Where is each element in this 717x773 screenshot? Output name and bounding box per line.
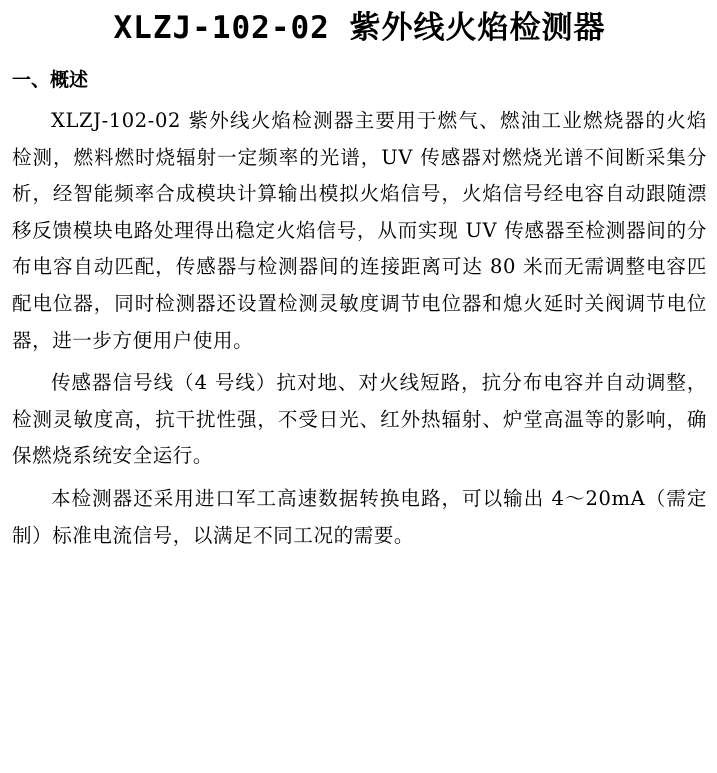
paragraph-current-output: 本检测器还采用进口军工高速数据转换电路，可以输出 4～20mA（需定制）标准电流信号，以满足不同工况的需要。 bbox=[12, 486, 707, 547]
section-heading-overview: 一、概述 bbox=[12, 69, 89, 91]
paragraph-signal-line: 传感器信号线（4 号线）抗对地、对火线短路，抗分布电容并自动调整，检测灵敏度高，抗干扰性强，不受日光、红外热辐射、炉堂高温等的影响，确保燃烧系统安全运行。 bbox=[12, 371, 707, 468]
paragraph-description: XLZJ-102-02 紫外线火焰检测器主要用于燃气、燃油工业燃烧器的火焰检测，燃料燃时烧辐射一定频率的光谱，UV 传感器对燃烧光谱不间断采集分析，经智能频率合成模块计算输出模拟火焰信号，火焰信号经电容自动跟随漂移反馈模块电路处理得出稳定火焰信号，从而实现 UV 传感器至检测器间的分布电容自动匹配，传感器与检测器间的连接距离可达 80 米而无需调整电容匹配电位器，同时检测器还设置检测灵敏度调节电位器和熄火延时关阀调节电位器，进一步方便用户使用。 bbox=[12, 109, 707, 352]
document-title: XLZJ-102-02 紫外线火焰检测器 bbox=[113, 10, 606, 46]
